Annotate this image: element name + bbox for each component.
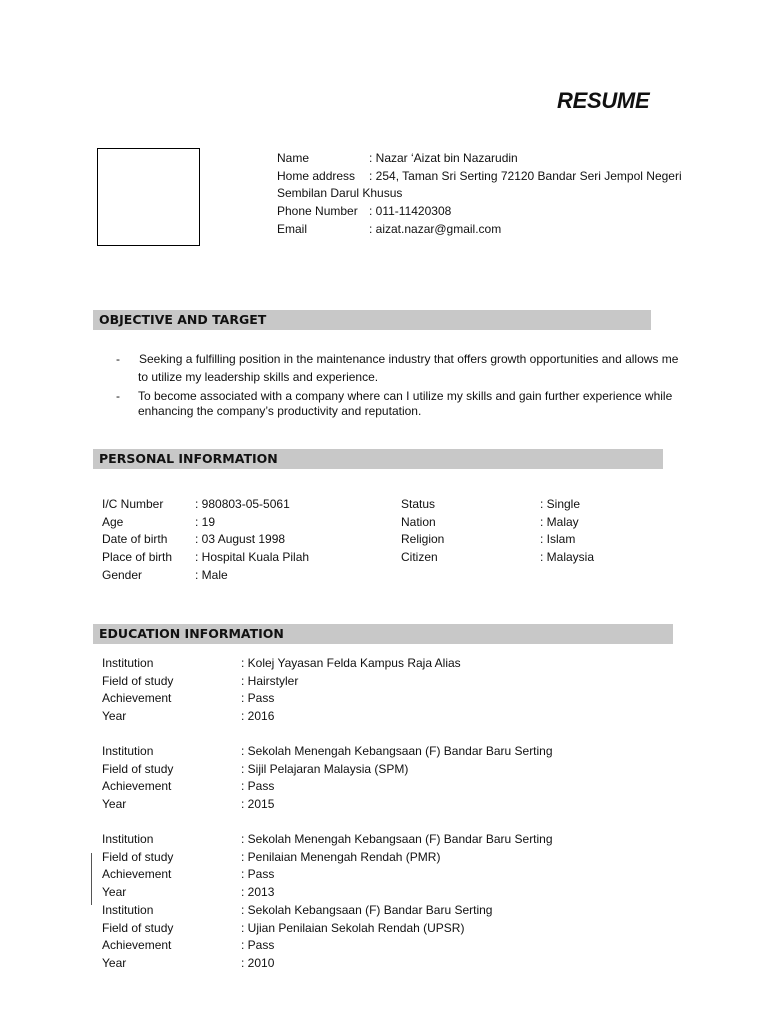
margin-rule [91,853,92,905]
field-label: Field of study [102,850,174,864]
objective-line: To become associated with a company where can I utilize my skills and gain further experience while [138,389,673,403]
objective-line: enhancing the company’s productivity and reputation. [138,404,422,418]
achievement-label: Achievement [102,691,172,705]
objective-line: Seeking a fulfilling position in the maintenance industry that offers growth opportunities and allows me [139,352,679,366]
achievement-label: Achievement [102,867,172,881]
objective-heading: OBJECTIVE AND TARGET [93,310,651,330]
field-label: Field of study [102,921,174,935]
ic-number-value: : 980803-05-5061 [195,497,290,511]
ic-number-label: I/C Number [102,497,164,511]
year-label: Year [102,956,127,970]
institution-value: : Sekolah Menengah Kebangsaan (F) Bandar Baru Serting [241,832,553,846]
field-label: Field of study [102,674,174,688]
year-value: : 2016 [241,709,275,723]
email-label: Email [277,222,308,236]
resume-title: RESUME [557,88,650,113]
nation-label: Nation [401,515,436,529]
name-label: Name [277,151,310,165]
institution-label: Institution [102,832,154,846]
dob-value: : 03 August 1998 [195,532,286,546]
dob-label: Date of birth [102,532,168,546]
pob-value: : Hospital Kuala Pilah [195,550,310,564]
field-value: : Hairstyler [241,674,299,688]
institution-value: : Sekolah Kebangsaan (F) Bandar Baru Serting [241,903,493,917]
address-continuation: Sembilan Darul Khusus [277,186,403,200]
photo-placeholder [97,148,200,246]
institution-label: Institution [102,903,154,917]
pob-label: Place of birth [102,550,173,564]
achievement-value: : Pass [241,938,275,952]
year-value: : 2015 [241,797,275,811]
year-label: Year [102,885,127,899]
institution-value: : Sekolah Menengah Kebangsaan (F) Bandar Baru Serting [241,744,553,758]
citizen-label: Citizen [401,550,438,564]
gender-label: Gender [102,568,143,582]
address-value: : 254, Taman Sri Serting 72120 Bandar Seri Jempol Negeri [369,169,682,183]
religion-value: : Islam [540,532,576,546]
achievement-label: Achievement [102,779,172,793]
year-label: Year [102,797,127,811]
name-value: : Nazar ‘Aizat bin Nazarudin [369,151,518,165]
year-value: : 2013 [241,885,275,899]
gender-value: : Male [195,568,228,582]
phone-label: Phone Number [277,204,358,218]
age-label: Age [102,515,124,529]
institution-value: : Kolej Yayasan Felda Kampus Raja Alias [241,656,461,670]
achievement-value: : Pass [241,867,275,881]
institution-label: Institution [102,656,154,670]
field-value: : Sijil Pelajaran Malaysia (SPM) [241,762,409,776]
email-value: : aizat.nazar@gmail.com [369,222,502,236]
status-label: Status [401,497,436,511]
phone-value: : 011-11420308 [369,204,452,218]
education-heading: EDUCATION INFORMATION [93,624,673,644]
year-label: Year [102,709,127,723]
achievement-value: : Pass [241,779,275,793]
field-value: : Penilaian Menengah Rendah (PMR) [241,850,441,864]
nation-value: : Malay [540,515,579,529]
field-label: Field of study [102,762,174,776]
age-value: : 19 [195,515,216,529]
objective-line: to utilize my leadership skills and experience. [138,370,379,384]
field-value: : Ujian Penilaian Sekolah Rendah (UPSR) [241,921,465,935]
status-value: : Single [540,497,581,511]
religion-label: Religion [401,532,445,546]
bullet-dash: - [116,352,120,366]
achievement-label: Achievement [102,938,172,952]
year-value: : 2010 [241,956,275,970]
achievement-value: : Pass [241,691,275,705]
institution-label: Institution [102,744,154,758]
citizen-value: : Malaysia [540,550,595,564]
address-label: Home address [277,169,356,183]
bullet-dash: - [116,389,120,403]
personal-heading: PERSONAL INFORMATION [93,449,663,469]
